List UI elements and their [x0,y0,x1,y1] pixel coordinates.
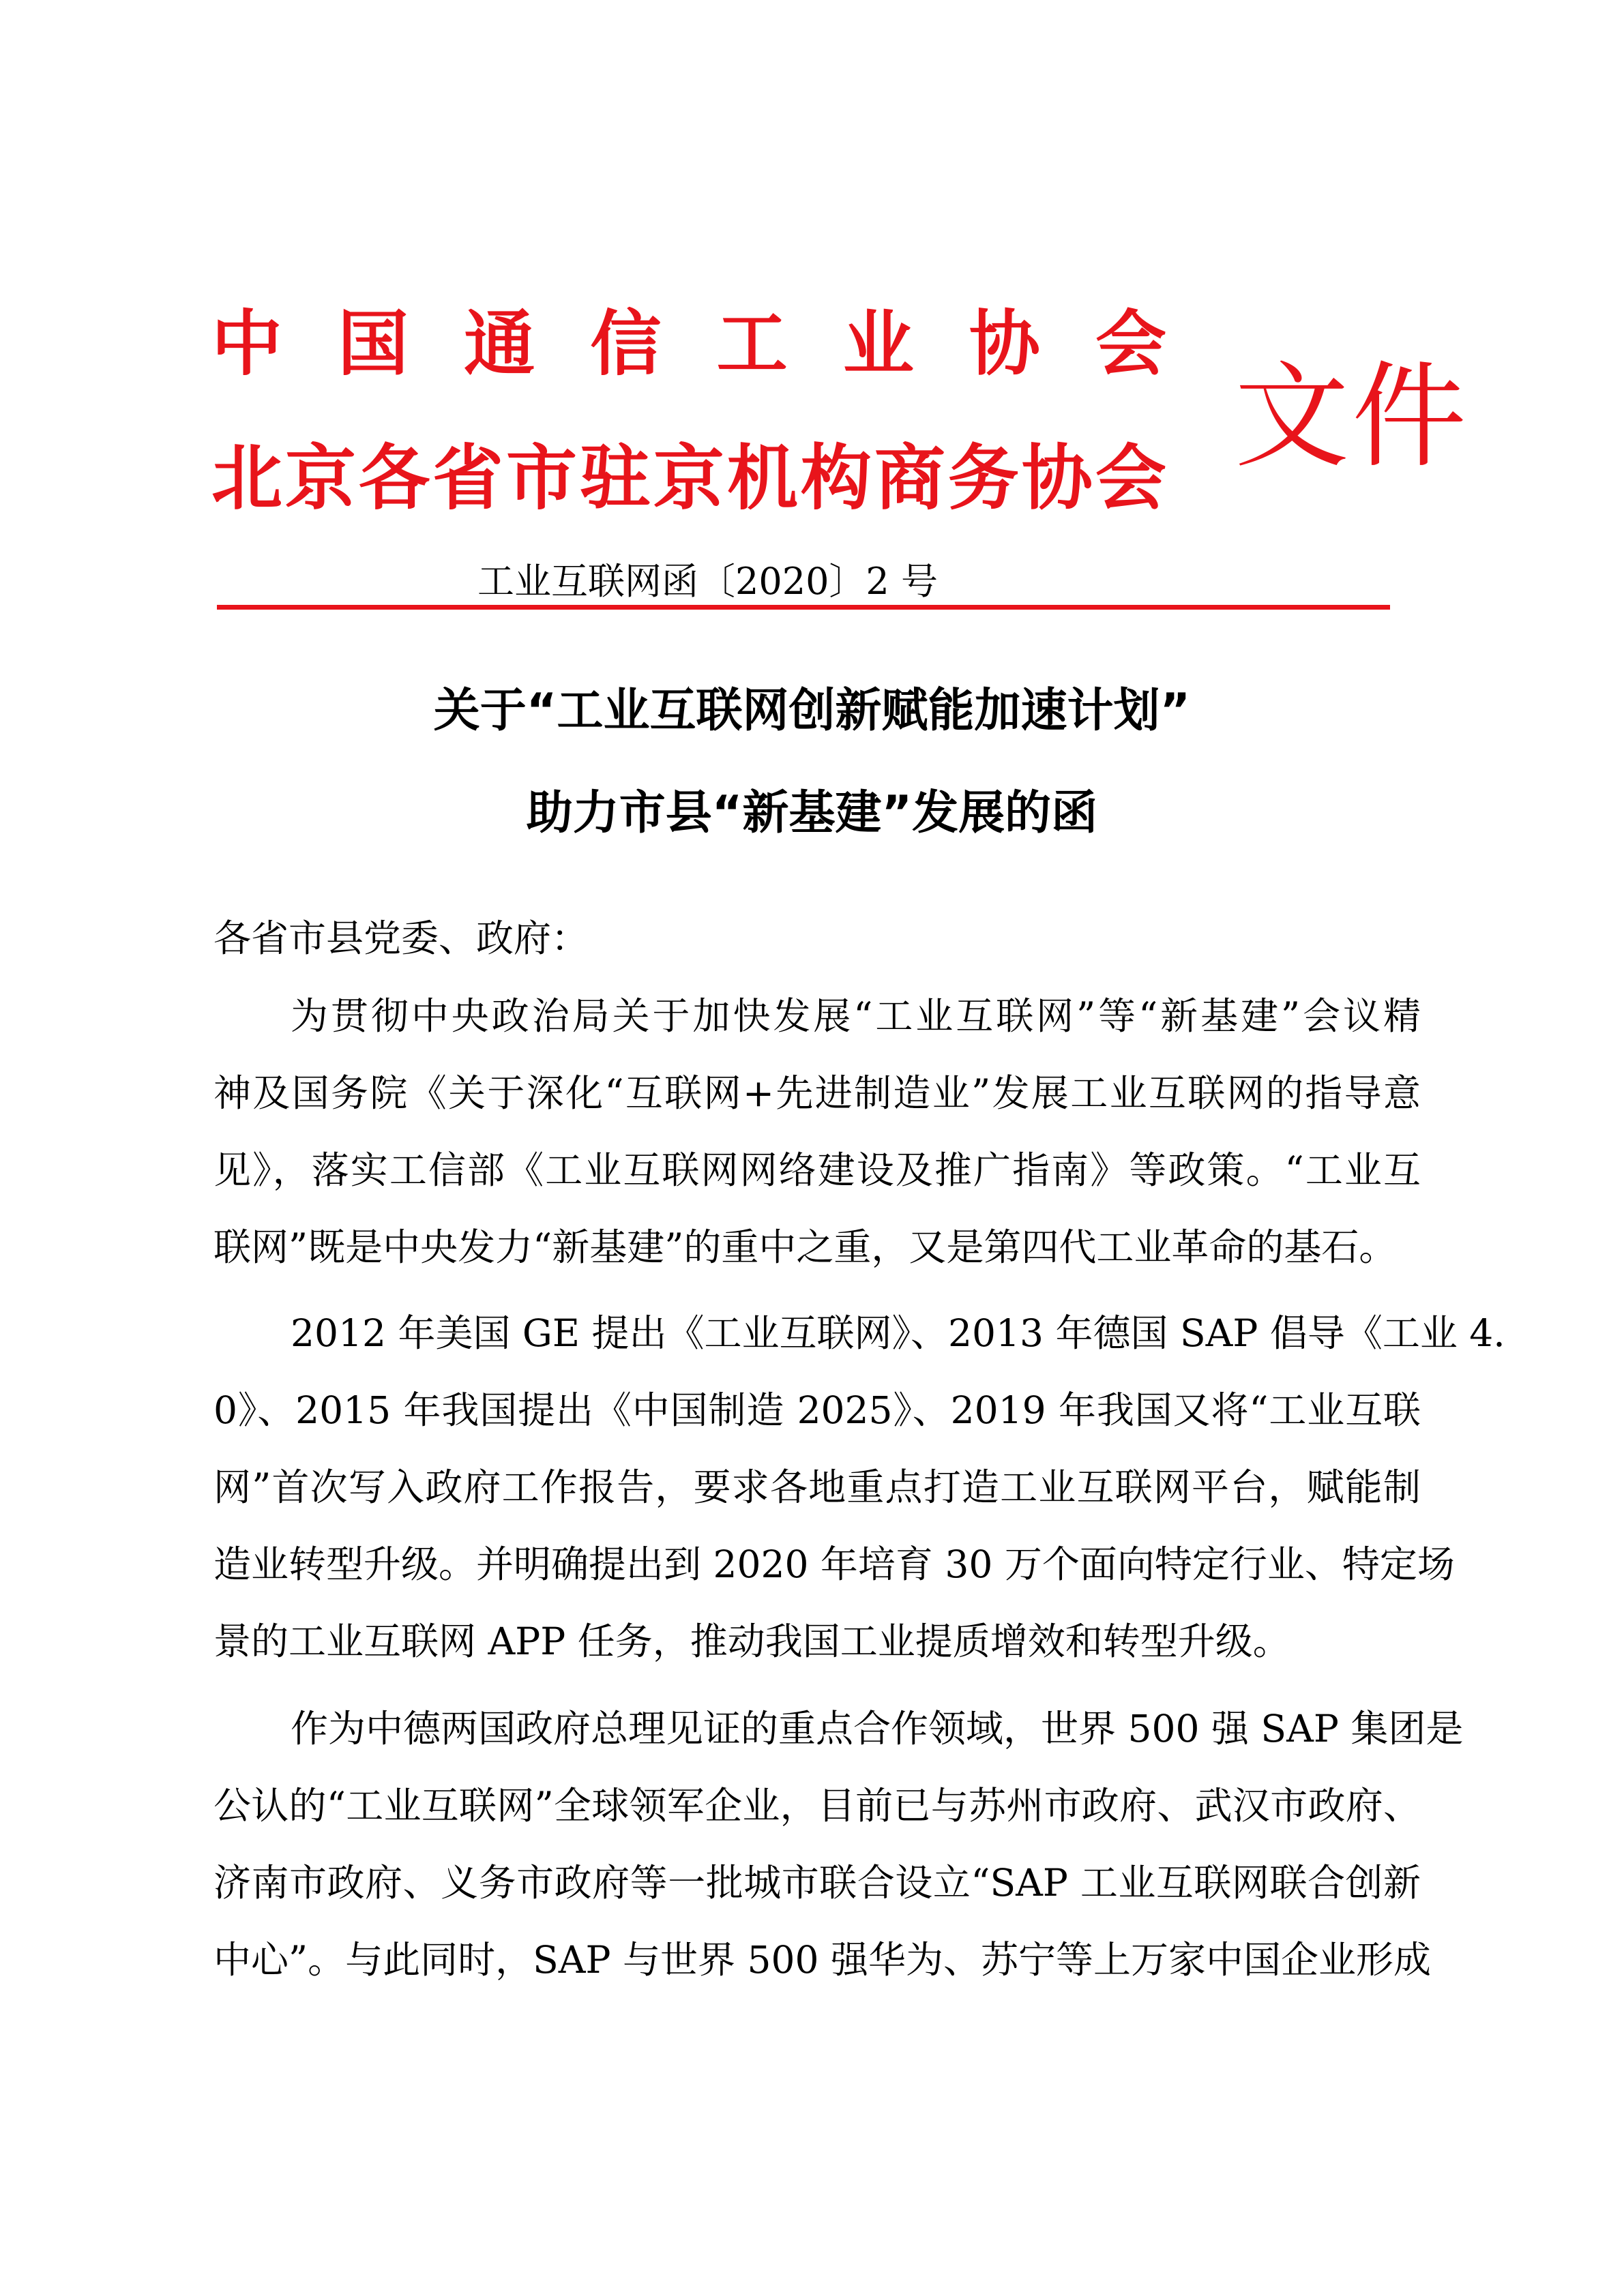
paragraph-line: 2012 年美国 GE 提出《工业互联网》、2013 年德国 SAP 倡导《工业 4. [291,1311,1505,1355]
issuer-char: 构 [800,436,872,520]
issuer-line-1 [211,303,1166,385]
issuer-char: 信 [590,302,662,385]
issuer-char: 工 [716,302,788,385]
issuer-char: 协 [1021,436,1093,520]
issuer-char: 商 [874,436,945,520]
issuer-char: 各 [358,436,430,520]
paragraph-line: 造业转型升级。并明确提出到 2020 年培育 30 万个面向特定行业、特定场 [213,1542,1455,1586]
paragraph-line: 为贯彻中央政治局关于加快发展“工业互联网”等“新基建”会议精 [291,994,1421,1038]
issuer-char: 中 [211,302,283,385]
issuer-char: 业 [842,302,914,385]
paragraph-line: 中心”。与此同时，SAP 与世界 500 强华为、苏宁等上万家中国企业形成 [213,1938,1431,1982]
letter-title-line-1: 关于“工业互联网创新赋能加速计划” [433,684,1191,738]
issuer-char: 省 [432,436,503,520]
issuer-char: 协 [969,302,1040,385]
issuer-line-2 [211,437,1166,519]
paragraph-line: 作为中德两国政府总理见证的重点合作领域，世界 500 强 SAP 集团是 [291,1707,1464,1750]
issuer-char: 务 [947,436,1019,520]
paragraph-line: 见》，落实工信部《工业互联网网络建设及推广指南》等政策。“工业互 [213,1148,1421,1192]
body-paragraph [213,1698,1464,2006]
issuer-char: 北 [211,436,283,520]
body-paragraph [213,985,1421,1294]
document-number: 工业互联网函〔2020〕2 号 [477,560,938,603]
paragraph-line: 网”首次写入政府工作报告，要求各地重点打造工业互联网平台，赋能制 [213,1465,1421,1509]
paragraph-line: 0》、2015 年我国提出《中国制造 2025》、2019 年我国又将“工业互联 [213,1388,1421,1432]
issuer-char: 机 [726,436,798,520]
paragraph-line: 济南市政府、义务市政府等一批城市联合设立“SAP 工业互联网联合创新 [213,1861,1421,1905]
body-paragraph [213,1302,1505,1688]
issuer-char: 驻 [579,436,651,520]
letter-title-line-2: 助力市县“新基建”发展的函 [526,786,1098,840]
red-header-rule [217,605,1390,610]
issuer-char: 京 [653,436,724,520]
issuer-char: 国 [338,302,409,385]
paragraph-line: 神及国务院《关于深化“互联网+先进制造业”发展工业互联网的指导意 [213,1071,1421,1115]
issuer-char: 通 [464,302,535,385]
paragraph-line: 景的工业互联网 APP 任务，推动我国工业提质增效和转型升级。 [213,1620,1290,1663]
document-type-label: 文件 [1235,350,1469,483]
issuer-char: 会 [1095,302,1166,385]
paragraph-line: 联网”既是中央发力“新基建”的重中之重，又是第四代工业革命的基石。 [213,1225,1397,1269]
salutation: 各省市县党委、政府： [213,916,589,960]
issuer-char: 会 [1095,436,1166,520]
issuer-char: 市 [505,436,577,520]
issuer-char: 京 [284,436,356,520]
paragraph-line: 公认的“工业互联网”全球领军企业，目前已与苏州市政府、武汉市政府、 [213,1784,1421,1828]
